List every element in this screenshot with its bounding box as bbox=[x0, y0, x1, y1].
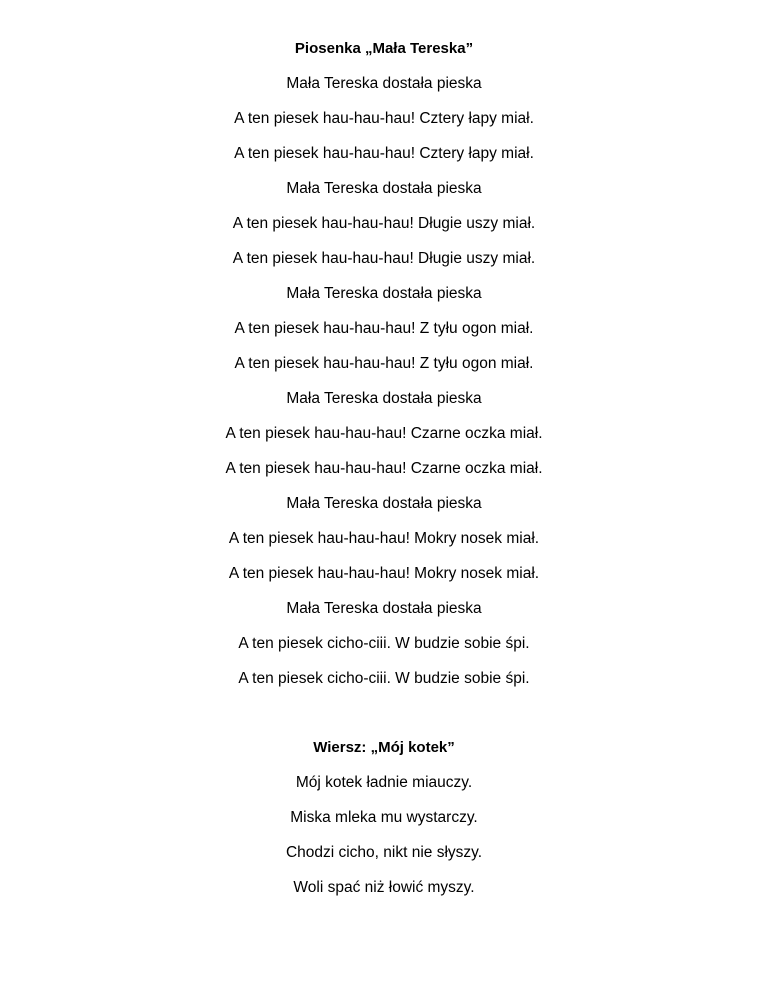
song-line: A ten piesek hau-hau-hau! Mokry nosek miał. bbox=[228, 530, 540, 547]
song-line: Mała Tereska dostała pieska bbox=[286, 600, 482, 617]
poem-line: Woli spać niż łowić myszy. bbox=[293, 879, 475, 896]
song-line: A ten piesek hau-hau-hau! Czarne oczka miał. bbox=[225, 460, 543, 477]
song-line: Mała Tereska dostała pieska bbox=[286, 390, 482, 407]
song-line: A ten piesek hau-hau-hau! Mokry nosek miał. bbox=[228, 565, 540, 582]
song-line: Mała Tereska dostała pieska bbox=[286, 285, 482, 302]
song-line: A ten piesek hau-hau-hau! Cztery łapy miał. bbox=[234, 145, 534, 162]
song-line: A ten piesek hau-hau-hau! Czarne oczka miał. bbox=[225, 425, 543, 442]
song-lines bbox=[0, 73, 768, 703]
song-line: A ten piesek cicho-ciii. W budzie sobie śpi. bbox=[238, 670, 530, 687]
song-line: Mała Tereska dostała pieska bbox=[286, 75, 482, 92]
song-section bbox=[0, 38, 768, 703]
poem-lines bbox=[0, 772, 768, 912]
song-line: A ten piesek hau-hau-hau! Z tyłu ogon miał. bbox=[234, 320, 534, 337]
song-line: A ten piesek hau-hau-hau! Z tyłu ogon miał. bbox=[234, 355, 534, 372]
song-line: Mała Tereska dostała pieska bbox=[286, 495, 482, 512]
poem-title: Wiersz: „Mój kotek” bbox=[313, 739, 455, 756]
song-line: A ten piesek hau-hau-hau! Długie uszy miał. bbox=[232, 250, 536, 267]
poem-line: Mój kotek ładnie miauczy. bbox=[295, 774, 473, 791]
poem-line: Chodzi cicho, nikt nie słyszy. bbox=[285, 844, 483, 861]
song-line: A ten piesek hau-hau-hau! Cztery łapy miał. bbox=[234, 110, 534, 127]
song-line: Mała Tereska dostała pieska bbox=[286, 180, 482, 197]
poem-line: Miska mleka mu wystarczy. bbox=[290, 809, 478, 826]
song-title: Piosenka „Mała Tereska” bbox=[294, 40, 474, 57]
poem-section bbox=[0, 737, 768, 912]
song-line: A ten piesek hau-hau-hau! Długie uszy miał. bbox=[232, 215, 536, 232]
song-line: A ten piesek cicho-ciii. W budzie sobie śpi. bbox=[238, 635, 530, 652]
